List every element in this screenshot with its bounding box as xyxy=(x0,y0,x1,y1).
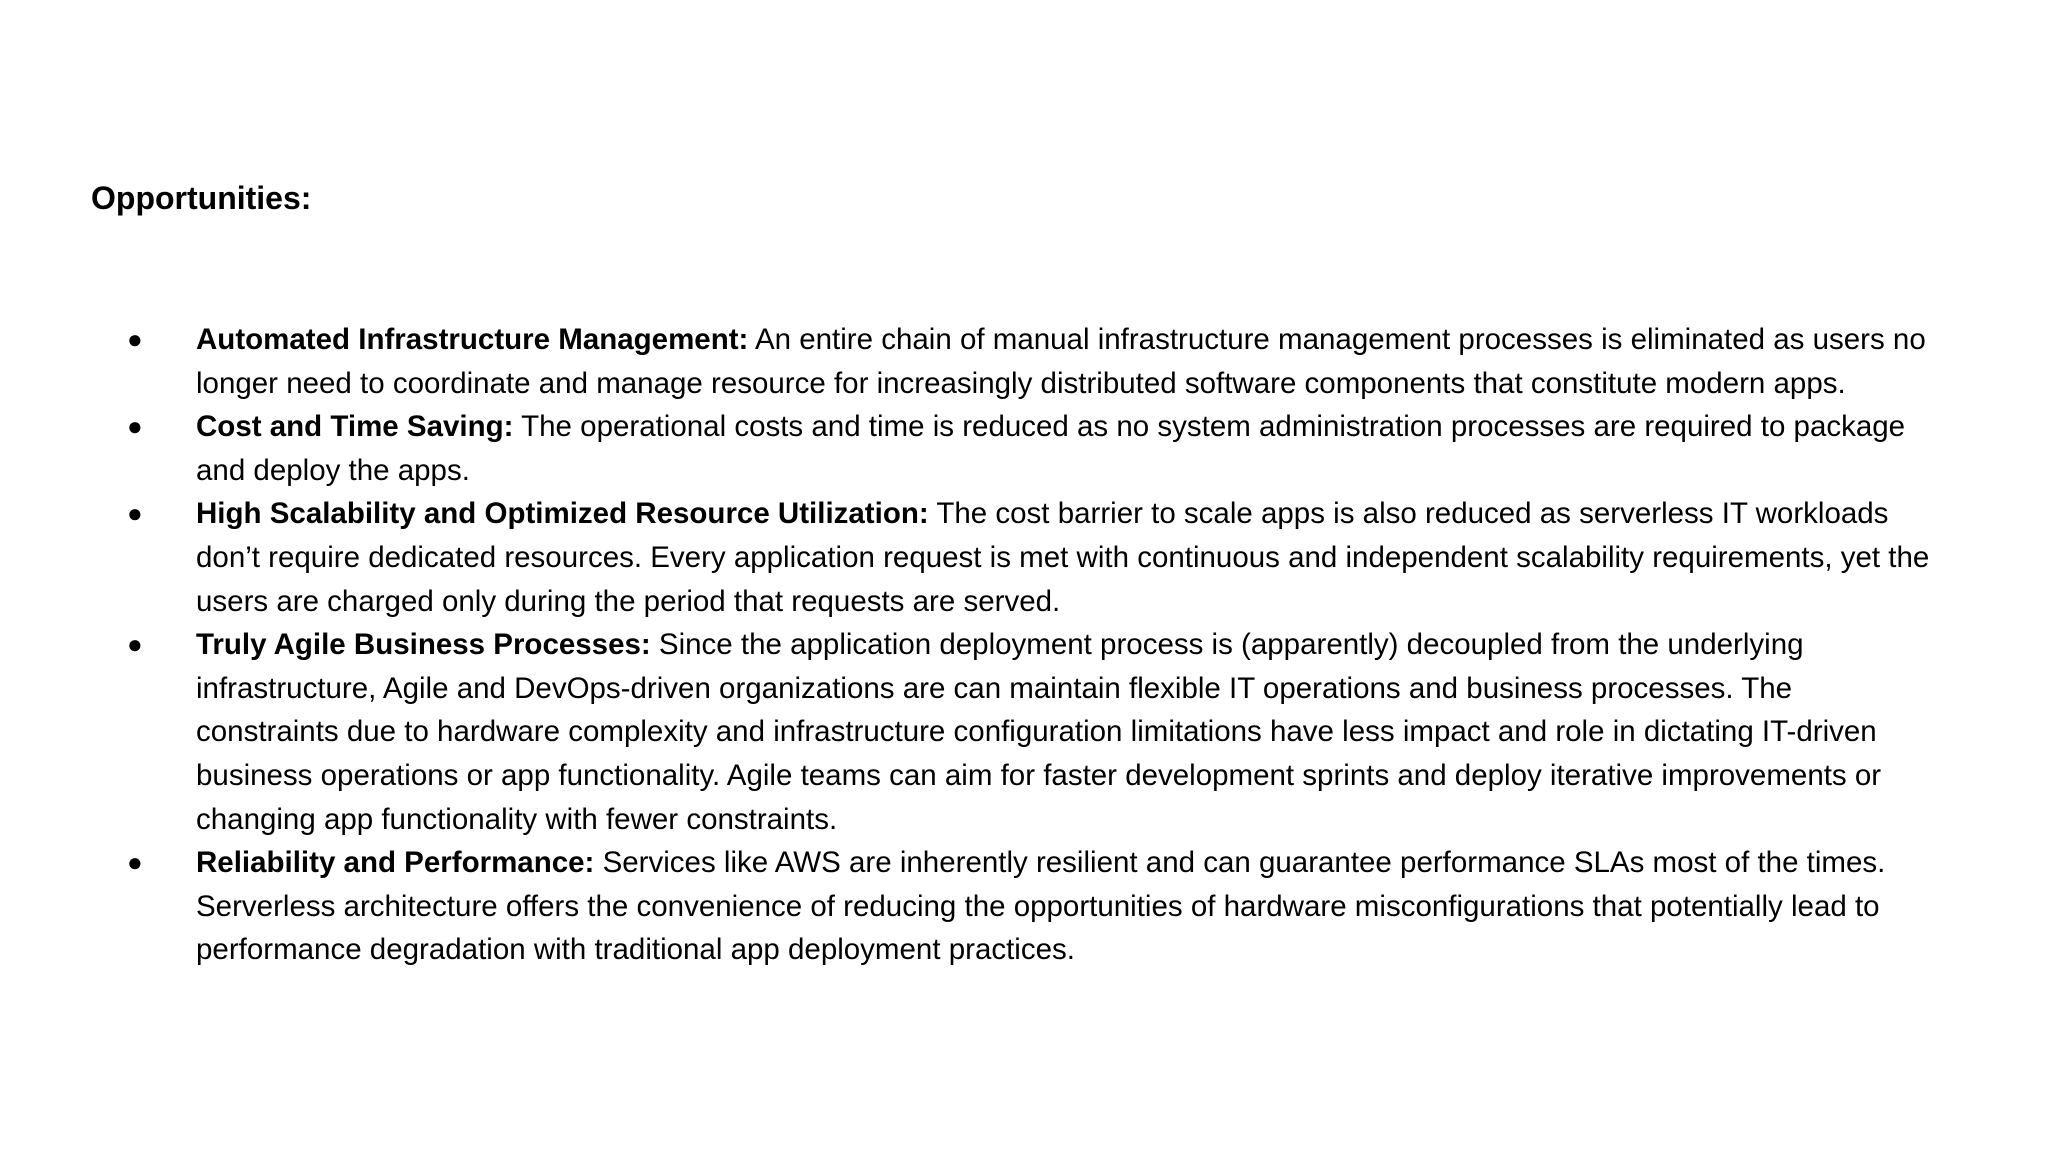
list-item xyxy=(0,623,1936,841)
item-term: Truly Agile Business Processes: xyxy=(196,628,651,662)
item-term: Cost and Time Saving: xyxy=(196,410,514,444)
list-item xyxy=(0,318,1936,405)
item-term: Reliability and Performance: xyxy=(196,846,595,880)
list-item xyxy=(0,492,1936,623)
bullet-icon: ● xyxy=(127,411,143,442)
opportunities-list xyxy=(0,318,2000,972)
item-term: High Scalability and Optimized Resource Utilization: xyxy=(196,497,929,531)
item-text: The operational costs and time is reduced as no system administration processes are required to package and deploy the apps. xyxy=(196,410,1906,487)
bullet-icon: ● xyxy=(127,629,143,660)
bullet-icon: ● xyxy=(127,498,143,529)
list-item xyxy=(0,841,1936,972)
list-item xyxy=(0,405,1936,492)
item-text: Services like AWS are inherently resilient and can guarantee performance SLAs most of the times. Serverless architecture offers the convenience of reducing the opportunities of hardware misconfigurations that potentially lead to performance degradation with traditional app deployment practices. xyxy=(196,846,1886,967)
item-text: Since the application deployment process is (apparently) decoupled from the underlying infrastructure, Agile and DevOps-driven organizations are can maintain flexible IT operations and business processes. The constraints due to hardware complexity and infrastructure configuration limitations have less impact and role in dictating IT-driven business operations or app functionality. Agile teams can aim for faster development sprints and deploy iterative improvements or changing app functionality with fewer constraints. xyxy=(196,628,1882,836)
bullet-icon: ● xyxy=(127,847,143,878)
item-text: An entire chain of manual infrastructure management processes is eliminated as users no longer need to coordinate and manage resource for increasingly distributed software components that constitute modern apps. xyxy=(196,323,1926,400)
bullet-icon: ● xyxy=(127,324,143,354)
item-term: Automated Infrastructure Management: xyxy=(196,323,749,356)
section-heading: Opportunities: xyxy=(91,180,312,216)
item-text: The cost barrier to scale apps is also reduced as serverless IT workloads don’t require dedicated resources. Every application request is met with continuous and independent scalability requirements, yet the users are charged only during the period that requests are served. xyxy=(196,497,1930,618)
